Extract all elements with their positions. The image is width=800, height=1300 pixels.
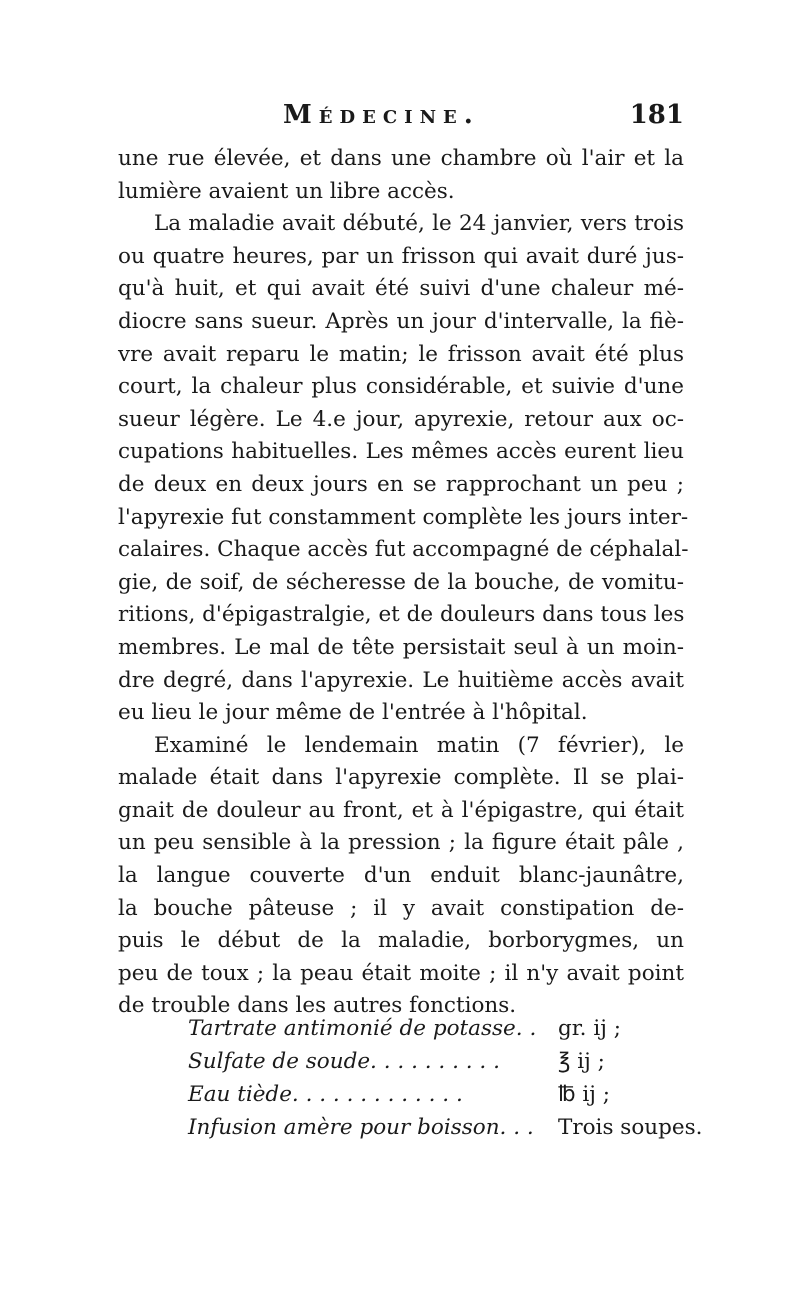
text-line: la bouche pâteuse ; il y avait constipation de- xyxy=(118,895,684,921)
text-line: malade était dans l'apyrexie complète. Il se plai- xyxy=(118,765,684,791)
prescription-item xyxy=(188,1045,684,1078)
prescription-drug: Tartrate antimonié de potasse. . xyxy=(188,1016,537,1041)
text-line: ou quatre heures, par un frisson qui avait duré jus- xyxy=(118,243,684,269)
text-line: cupations habituelles. Les mêmes accès eurent lieu xyxy=(118,439,684,465)
prescription-drug: Sulfate de soude. . . . . . . . . . xyxy=(188,1049,500,1074)
text-line: sueur légère. Le 4.e jour, apyrexie, retour aux oc- xyxy=(118,406,684,432)
prescription-dose: ℔ ij ; xyxy=(558,1082,611,1107)
text-line: lumière avaient un libre accès. xyxy=(118,178,455,204)
prescription-item xyxy=(188,1012,684,1045)
prescription-dose: ℥ ij ; xyxy=(558,1049,605,1074)
text-line: la langue couverte d'un enduit blanc-jaunâtre, xyxy=(118,863,684,889)
prescription-drug: Infusion amère pour boisson. . . xyxy=(188,1115,534,1140)
page-header xyxy=(118,100,684,140)
text-line: vre avait reparu le matin; le frisson avait été plus xyxy=(118,341,684,367)
text-line: un peu sensible à la pression ; la figure était pâle , xyxy=(118,830,684,856)
text-line: La maladie avait débuté, le 24 janvier, vers trois xyxy=(154,211,684,237)
text-line: une rue élevée, et dans une chambre où l'air et la xyxy=(118,146,684,171)
text-line: puis le début de la maladie, borborygmes, un xyxy=(118,928,684,954)
text-line: ritions, d'épigastralgie, et de douleurs dans tous les xyxy=(118,602,685,628)
page-number: 181 xyxy=(629,100,684,130)
text-line: de trouble dans les autres fonctions. xyxy=(118,993,517,1019)
prescription-dose: gr. ij ; xyxy=(558,1016,621,1041)
prescription-list xyxy=(188,1012,703,1144)
text-line: l'apyrexie fut constamment complète les jours inter- xyxy=(118,504,689,530)
text-line: qu'à huit, et qui avait été suivi d'une chaleur mé- xyxy=(118,276,684,302)
text-line: membres. Le mal de tête persistait seul à un moin- xyxy=(118,634,684,660)
text-line: dre degré, dans l'apyrexie. Le huitième accès avait xyxy=(118,667,684,693)
text-line: eu lieu le jour même de l'entrée à l'hôpital. xyxy=(118,700,588,726)
prescription-dose: Trois soupes. xyxy=(558,1115,703,1140)
text-line: Examiné le lendemain matin (7 février), le xyxy=(154,732,684,758)
prescription-item xyxy=(188,1111,703,1144)
running-title: Médecine. xyxy=(283,100,480,130)
prescription-drug: Eau tiède. . . . . . . . . . . . . xyxy=(188,1082,463,1107)
text-line: gnait de douleur au front, et à l'épigastre, qui était xyxy=(118,797,684,823)
text-line: court, la chaleur plus considérable, et suivie d'une xyxy=(118,374,684,400)
text-line: calaires. Chaque accès fut accompagné de céphalal- xyxy=(118,537,689,563)
text-line: diocre sans sueur. Après un jour d'intervalle, la fiè- xyxy=(118,308,684,334)
text-line: gie, de soif, de sécheresse de la bouche, de vomitu- xyxy=(118,569,684,595)
text-line: peu de toux ; la peau était moite ; il n'y avait point xyxy=(118,960,684,986)
text-line: de deux en deux jours en se rapprochant un peu ; xyxy=(118,471,684,497)
body-text xyxy=(118,143,689,1023)
prescription-item xyxy=(188,1078,684,1111)
